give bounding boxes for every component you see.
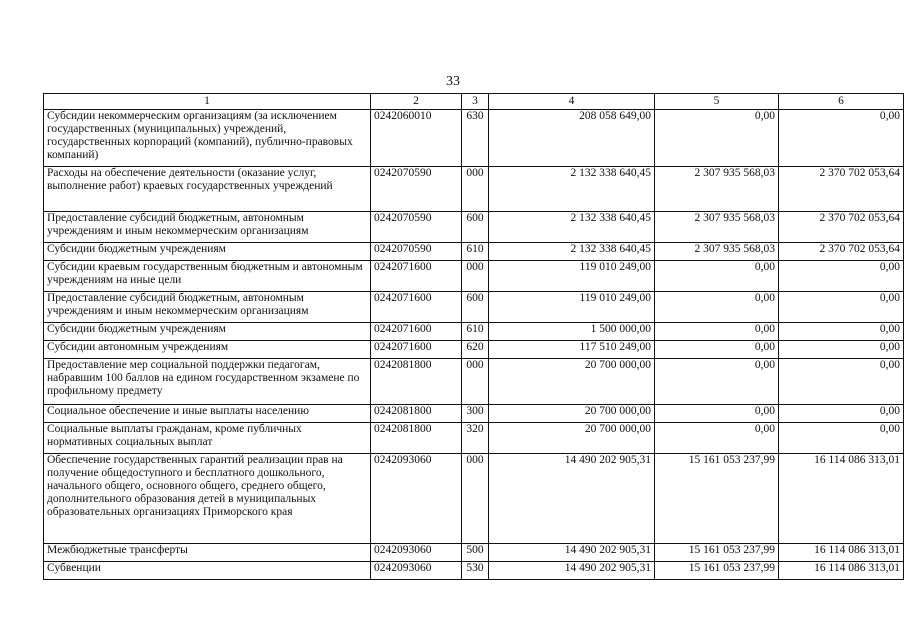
table-row <box>44 341 904 359</box>
row-name: Предоставление мер социальной поддержки педагогам, набравшим 100 баллов на едином государственном экзамене по профильному предмету <box>44 359 371 405</box>
row-amount-5: 15 161 053 237,99 <box>655 562 779 580</box>
row-amount-6: 0,00 <box>779 110 904 167</box>
row-amount-5: 2 307 935 568,03 <box>655 212 779 243</box>
row-type: 000 <box>462 454 489 544</box>
row-type: 610 <box>462 243 489 261</box>
budget-table <box>43 93 904 580</box>
row-code: 0242070590 <box>371 243 462 261</box>
row-amount-6: 0,00 <box>779 341 904 359</box>
column-header-5: 5 <box>655 94 779 110</box>
row-name: Социальные выплаты гражданам, кроме публичных нормативных социальных выплат <box>44 423 371 454</box>
row-code: 0242081800 <box>371 405 462 423</box>
row-code: 0242071600 <box>371 341 462 359</box>
row-amount-4: 14 490 202 905,31 <box>489 454 655 544</box>
row-code: 0242093060 <box>371 454 462 544</box>
row-amount-4: 14 490 202 905,31 <box>489 544 655 562</box>
table-row <box>44 454 904 544</box>
row-amount-6: 0,00 <box>779 292 904 323</box>
row-name: Предоставление субсидий бюджетным, автономным учреждениям и иным некоммерческим организациям <box>44 292 371 323</box>
table-row <box>44 359 904 405</box>
row-amount-4: 2 132 338 640,45 <box>489 212 655 243</box>
row-type: 500 <box>462 544 489 562</box>
row-amount-4: 1 500 000,00 <box>489 323 655 341</box>
row-type: 600 <box>462 212 489 243</box>
row-code: 0242071600 <box>371 261 462 292</box>
row-type: 000 <box>462 359 489 405</box>
row-code: 0242070590 <box>371 167 462 212</box>
table-row <box>44 110 904 167</box>
row-type: 530 <box>462 562 489 580</box>
row-type: 000 <box>462 261 489 292</box>
row-amount-6: 0,00 <box>779 261 904 292</box>
table-row <box>44 544 904 562</box>
header-row <box>44 94 904 110</box>
row-amount-5: 2 307 935 568,03 <box>655 243 779 261</box>
row-amount-4: 14 490 202 905,31 <box>489 562 655 580</box>
row-amount-4: 208 058 649,00 <box>489 110 655 167</box>
row-code: 0242093060 <box>371 544 462 562</box>
table-row <box>44 292 904 323</box>
table-row <box>44 167 904 212</box>
table-row <box>44 323 904 341</box>
row-amount-5: 0,00 <box>655 323 779 341</box>
row-code: 0242070590 <box>371 212 462 243</box>
row-amount-5: 15 161 053 237,99 <box>655 544 779 562</box>
table-row <box>44 562 904 580</box>
row-name: Субсидии бюджетным учреждениям <box>44 243 371 261</box>
row-type: 630 <box>462 110 489 167</box>
row-amount-4: 119 010 249,00 <box>489 261 655 292</box>
row-name: Предоставление субсидий бюджетным, автономным учреждениям и иным некоммерческим организациям <box>44 212 371 243</box>
table-row <box>44 243 904 261</box>
row-amount-4: 2 132 338 640,45 <box>489 243 655 261</box>
page-number: 33 <box>446 74 460 89</box>
row-amount-6: 0,00 <box>779 359 904 405</box>
row-code: 0242071600 <box>371 292 462 323</box>
row-name: Субсидии автономным учреждениям <box>44 341 371 359</box>
row-amount-4: 119 010 249,00 <box>489 292 655 323</box>
row-amount-6: 0,00 <box>779 423 904 454</box>
table-row <box>44 261 904 292</box>
row-name: Субвенции <box>44 562 371 580</box>
row-amount-6: 16 114 086 313,01 <box>779 544 904 562</box>
row-amount-5: 0,00 <box>655 341 779 359</box>
row-name: Субсидии краевым государственным бюджетным и автономным учреждениям на иные цели <box>44 261 371 292</box>
row-name: Расходы на обеспечение деятельности (оказание услуг, выполнение работ) краевых государственных учреждений <box>44 167 371 212</box>
row-name: Субсидии бюджетным учреждениям <box>44 323 371 341</box>
row-name: Социальное обеспечение и иные выплаты населению <box>44 405 371 423</box>
row-code: 0242060010 <box>371 110 462 167</box>
row-amount-5: 0,00 <box>655 110 779 167</box>
row-amount-4: 20 700 000,00 <box>489 405 655 423</box>
row-amount-5: 2 307 935 568,03 <box>655 167 779 212</box>
row-amount-6: 0,00 <box>779 323 904 341</box>
row-amount-6: 2 370 702 053,64 <box>779 243 904 261</box>
column-header-4: 4 <box>489 94 655 110</box>
row-amount-5: 15 161 053 237,99 <box>655 454 779 544</box>
row-amount-6: 16 114 086 313,01 <box>779 562 904 580</box>
row-type: 610 <box>462 323 489 341</box>
row-type: 300 <box>462 405 489 423</box>
column-header-2: 2 <box>371 94 462 110</box>
column-header-6: 6 <box>779 94 904 110</box>
row-code: 0242081800 <box>371 359 462 405</box>
row-type: 620 <box>462 341 489 359</box>
row-amount-5: 0,00 <box>655 359 779 405</box>
row-amount-6: 2 370 702 053,64 <box>779 212 904 243</box>
row-amount-5: 0,00 <box>655 261 779 292</box>
row-code: 0242093060 <box>371 562 462 580</box>
row-name: Субсидии некоммерческим организациям (за исключением государственных (муниципальных) учреждений, государственных корпораций (компаний), публично-правовых компаний) <box>44 110 371 167</box>
column-header-3: 3 <box>462 94 489 110</box>
row-amount-4: 2 132 338 640,45 <box>489 167 655 212</box>
column-header-1: 1 <box>44 94 371 110</box>
row-amount-6: 2 370 702 053,64 <box>779 167 904 212</box>
row-name: Обеспечение государственных гарантий реализации прав на получение общедоступного и бесплатного дошкольного, начального общего, основного общего, среднего общего, дополнительного образования детей в муниципальных образовательных организациях Приморского края <box>44 454 371 544</box>
row-amount-4: 117 510 249,00 <box>489 341 655 359</box>
row-type: 000 <box>462 167 489 212</box>
row-amount-4: 20 700 000,00 <box>489 423 655 454</box>
row-type: 320 <box>462 423 489 454</box>
row-amount-6: 0,00 <box>779 405 904 423</box>
row-amount-5: 0,00 <box>655 423 779 454</box>
row-code: 0242071600 <box>371 323 462 341</box>
table-row <box>44 212 904 243</box>
row-type: 600 <box>462 292 489 323</box>
table-row <box>44 405 904 423</box>
row-amount-4: 20 700 000,00 <box>489 359 655 405</box>
row-amount-6: 16 114 086 313,01 <box>779 454 904 544</box>
row-amount-5: 0,00 <box>655 405 779 423</box>
table-row <box>44 423 904 454</box>
row-amount-5: 0,00 <box>655 292 779 323</box>
row-code: 0242081800 <box>371 423 462 454</box>
row-name: Межбюджетные трансферты <box>44 544 371 562</box>
